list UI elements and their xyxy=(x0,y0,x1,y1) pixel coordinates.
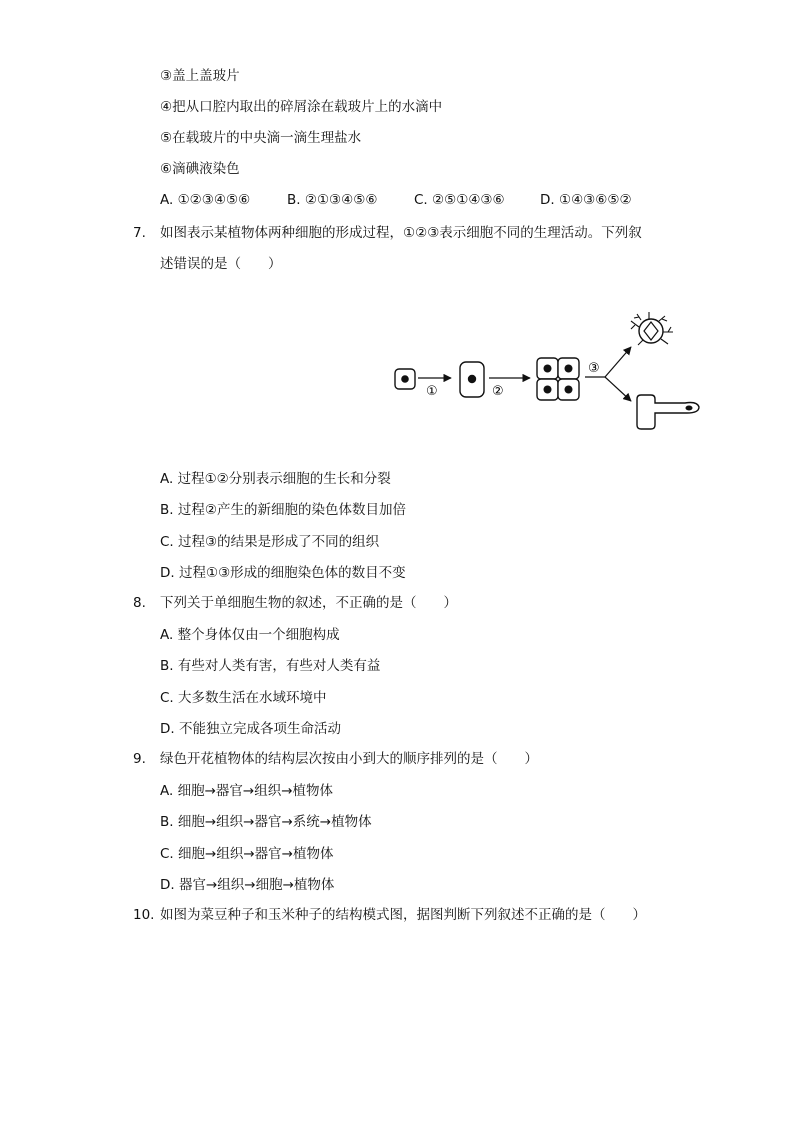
q9-option-a: A. 细胞→器官→组织→植物体 xyxy=(160,783,334,799)
q8-option-a: A. 整个身体仅由一个细胞构成 xyxy=(160,627,340,643)
q6-option-b: B. ②①③④⑤⑥ xyxy=(287,192,378,208)
q7-option-d: D. 过程①③形成的细胞染色体的数目不变 xyxy=(160,565,406,581)
q7-option-b: B. 过程②产生的新细胞的染色体数目加倍 xyxy=(160,502,406,518)
q8-option-b: B. 有些对人类有害，有些对人类有益 xyxy=(160,658,381,674)
q10-number: 10. xyxy=(133,907,155,923)
q9-option-b: B. 细胞→组织→器官→系统→植物体 xyxy=(160,814,372,830)
arrow-process-3-down xyxy=(605,377,631,401)
q9-stem: 绿色开花植物体的结构层次按由小到大的顺序排列的是（ ） xyxy=(160,751,538,767)
q7-option-c: C. 过程③的结果是形成了不同的组织 xyxy=(160,534,380,550)
cell-formation-diagram xyxy=(385,305,705,433)
q7-option-a: A. 过程①②分别表示细胞的生长和分裂 xyxy=(160,471,391,487)
specialized-cell-spiked xyxy=(631,312,673,345)
q6-step-3: ③盖上盖玻片 xyxy=(160,68,240,84)
q7-number: 7. xyxy=(133,225,146,241)
q8-option-c: C. 大多数生活在水域环境中 xyxy=(160,690,327,706)
label-process-3: ③ xyxy=(588,361,600,376)
q7-stem-line1: 如图表示某植物体两种细胞的形成过程，①②③表示细胞不同的生理活动。下列叙 xyxy=(160,225,642,241)
q9-option-c: C. 细胞→组织→器官→植物体 xyxy=(160,846,334,862)
q9-number: 9. xyxy=(133,751,146,767)
q6-option-c: C. ②⑤①④③⑥ xyxy=(414,192,505,208)
divided-cells xyxy=(537,358,579,400)
q8-number: 8. xyxy=(133,595,146,611)
q6-step-6: ⑥滴碘液染色 xyxy=(160,161,240,177)
grown-cell xyxy=(460,362,484,397)
specialized-cell-root-hair xyxy=(637,395,699,429)
q7-stem-line2: 述错误的是（ ） xyxy=(160,256,282,272)
initial-cell xyxy=(395,369,415,389)
label-process-2: ② xyxy=(492,384,504,399)
q6-options xyxy=(160,191,632,209)
label-process-1: ① xyxy=(426,384,438,399)
q10-stem: 如图为菜豆种子和玉米种子的结构模式图，据图判断下列叙述不正确的是（ ） xyxy=(160,907,646,923)
q6-option-a: A. ①②③④⑤⑥ xyxy=(160,192,251,208)
q8-option-d: D. 不能独立完成各项生命活动 xyxy=(160,721,341,737)
q6-option-d: D. ①④③⑥⑤② xyxy=(540,192,632,208)
q6-step-5: ⑤在载玻片的中央滴一滴生理盐水 xyxy=(160,130,362,146)
q8-stem: 下列关于单细胞生物的叙述，不正确的是（ ） xyxy=(160,595,457,611)
arrow-process-3-up xyxy=(605,347,631,377)
q9-option-d: D. 器官→组织→细胞→植物体 xyxy=(160,877,335,893)
q6-step-4: ④把从口腔内取出的碎屑涂在载玻片上的水滴中 xyxy=(160,99,443,115)
